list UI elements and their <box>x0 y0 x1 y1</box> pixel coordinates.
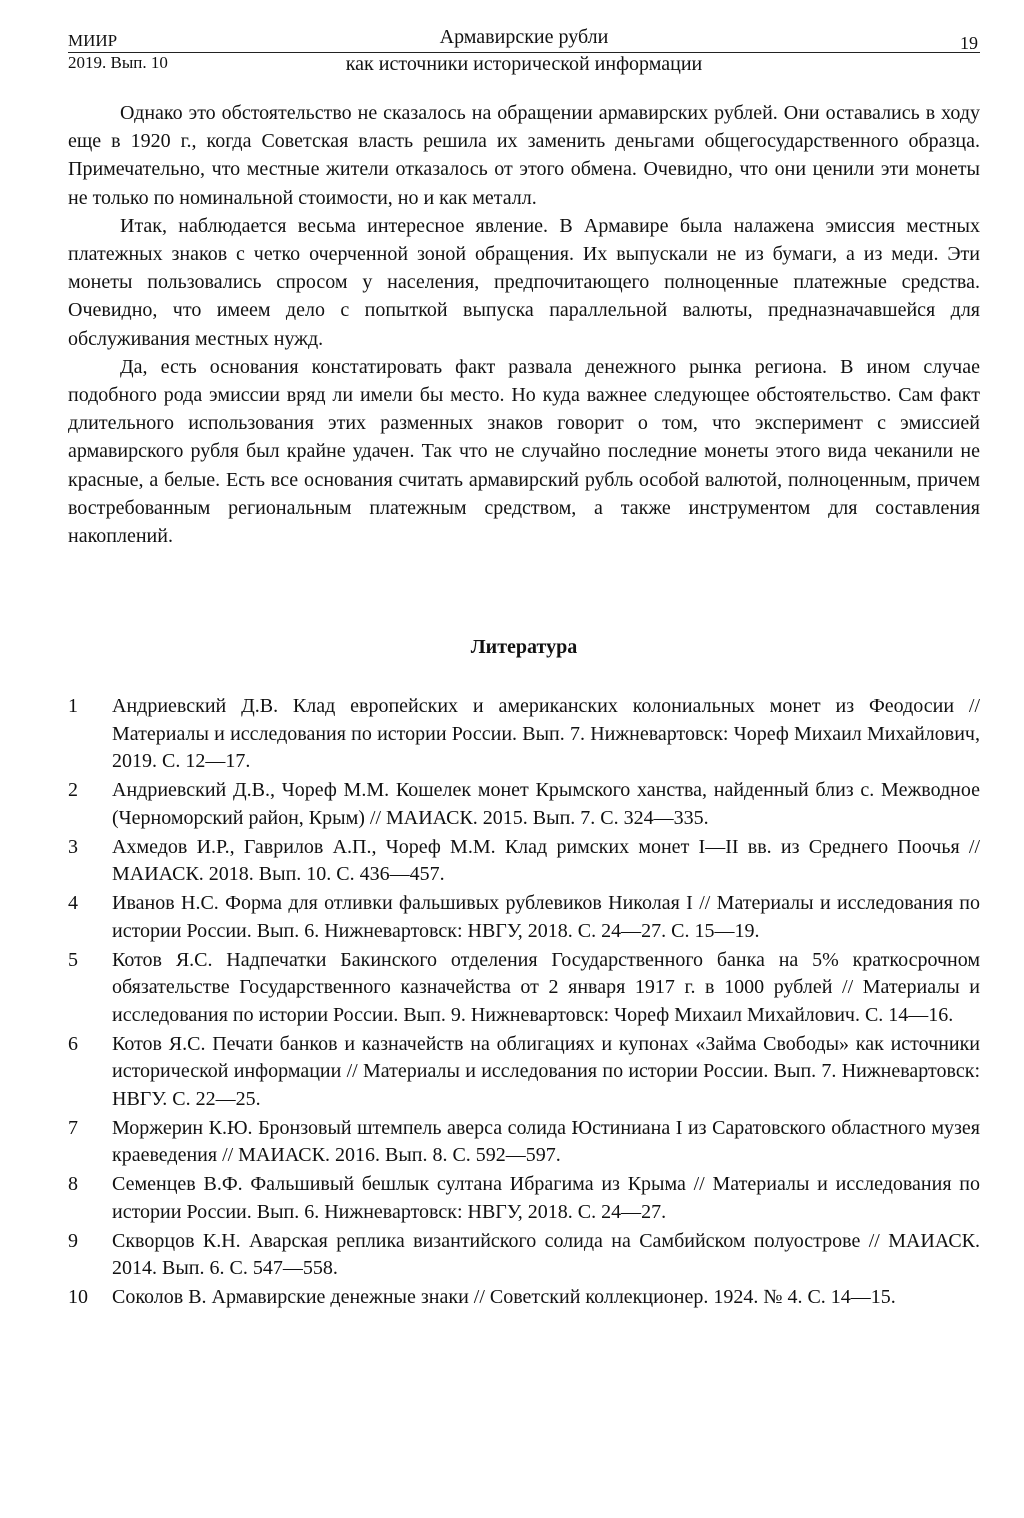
reference-number: 5 <box>68 948 78 971</box>
reference-item <box>68 1115 980 1170</box>
reference-number: 3 <box>68 835 78 858</box>
reference-item <box>68 777 980 832</box>
paragraph: Итак, наблюдается весьма интересное явление. В Армавире была налажена эмиссия местных платежных знаков с четко очерченной зоной обращения. Их выпускали не из бумаги, а из меди. Эти монеты пользовались спросом у населения, предпочитающего полноценные платежные средства. Очевидно, что имеем дело с попыткой выпуска параллельной валюты, предназначавшейся для обслуживания местных нужд. <box>68 214 980 350</box>
reference-item <box>68 947 980 1030</box>
reference-text: Скворцов К.Н. Аварская реплика византийского солида на Самбийском полуострове // МАИАСК. 2014. Вып. 6. С. 547—558. <box>112 1229 980 1279</box>
reference-item <box>68 1031 980 1114</box>
body-text <box>68 99 980 550</box>
reference-list <box>68 693 980 1313</box>
reference-item <box>68 1171 980 1226</box>
journal-issue: 2019. Вып. 10 <box>68 53 168 72</box>
reference-number: 8 <box>68 1173 78 1195</box>
running-title-line1: Армавирские рубли <box>439 26 609 48</box>
reference-text: Котов Я.С. Надпечатки Бакинского отделения Государственного банка на 5% краткосрочном обязательстве Государственного казначейства от 2 января 1917 г. в 1000 рублей // Материалы и исследования по истории России. Вып. 9. Нижневартовск: Чореф Михаил Михайлович. С. 14—16. <box>112 948 980 1026</box>
reference-text: Андриевский Д.В., Чореф М.М. Кошелек монет Крымского ханства, найденный близ с. Межводное (Черноморский район, Крым) // МАИАСК. 2015. Вып. 7. С. 324—335. <box>112 779 980 829</box>
reference-text: Моржерин К.Ю. Бронзовый штемпель аверса солида Юстиниана I из Саратовского областного музея краеведения // МАИАСК. 2016. Вып. 8. С. 592—597. <box>112 1116 980 1166</box>
reference-item <box>68 1284 980 1312</box>
reference-text: Иванов Н.С. Форма для отливки фальшивых рублевиков Николая I // Материалы и исследования по истории России. Вып. 6. Нижневартовск: НВГУ, 2018. С. 24—27. С. 15—19. <box>112 892 980 942</box>
page-number: 19 <box>960 33 978 53</box>
reference-number: 2 <box>68 779 78 801</box>
reference-number: 10 <box>68 1286 88 1308</box>
header-rule <box>68 52 980 53</box>
journal-name: МИИР <box>68 31 118 50</box>
reference-item <box>68 834 980 889</box>
paragraph: Однако это обстоятельство не сказалось на обращении армавирских рублей. Они оставались в ходу еще в 1920 г., когда Советская власть решила их заменить деньгами общегосударственного образца. Примечательно, что местные жители отказалось от этого обмена. Очевидно, что они ценили эти монеты не только по номинальной стоимости, но и как металл. <box>68 102 980 209</box>
reference-number: 1 <box>68 695 78 717</box>
reference-number: 7 <box>68 1116 78 1139</box>
reference-text: Ахмедов И.Р., Гаврилов А.П., Чореф М.М. Клад римских монет I—II вв. из Среднего Поочья // МАИАСК. 2018. Вып. 10. С. 436—457. <box>112 835 980 885</box>
running-title-line2: как источники исторической информации <box>345 53 703 75</box>
literature-heading: Литература <box>470 636 578 658</box>
reference-text: Соколов В. Армавирские денежные знаки // Советский коллекционер. 1924. № 4. С. 14—15. <box>112 1286 896 1308</box>
paragraph: Да, есть основания констатировать факт развала денежного рынка региона. В ином случае подобного рода эмиссии вряд ли имели бы место. Но куда важнее следующее обстоятельство. Сам факт длительного использования этих разменных знаков говорит о том, что эксперимент с эмиссией армавирского рубля был крайне удачен. Так что не случайно последние монеты этого вида чеканили не красные, а белые. Есть все основания считать армавирский рубль особой валютой, полноценным, причем востребованным региональным платежным средством, а также инструментом для составления накоплений. <box>68 355 980 548</box>
reference-number: 4 <box>68 892 78 914</box>
page-header <box>68 26 980 78</box>
reference-item <box>68 890 980 945</box>
reference-number: 6 <box>68 1032 78 1055</box>
reference-number: 9 <box>68 1229 78 1252</box>
reference-item <box>68 693 980 776</box>
reference-item <box>68 1228 980 1283</box>
reference-text: Семенцев В.Ф. Фальшивый бешлык султана Ибрагима из Крыма // Материалы и исследования по истории России. Вып. 6. Нижневартовск: НВГУ, 2018. С. 24—27. <box>112 1173 980 1223</box>
reference-text: Котов Я.С. Печати банков и казначейств на облигациях и купонах «Займа Свободы» как источники исторической информации // Материалы и исследования по истории России. Вып. 7. Нижневартовск: НВГУ. С. 22—25. <box>112 1032 980 1110</box>
reference-text: Андриевский Д.В. Клад европейских и американских колониальных монет из Феодосии // Материалы и исследования по истории России. Вып. 7. Нижневартовск: Чореф Михаил Михайлович, 2019. С. 12—17. <box>112 695 980 772</box>
